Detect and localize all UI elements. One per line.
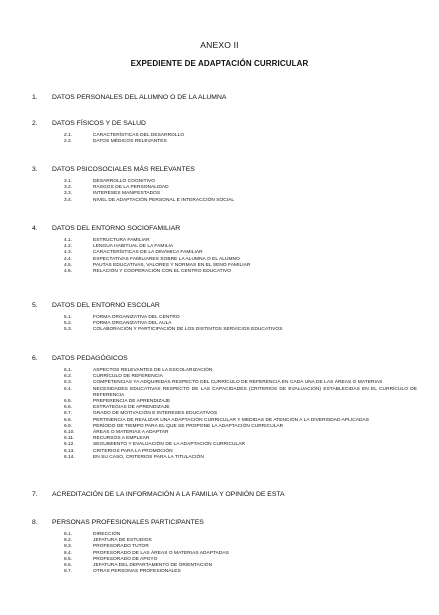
item-text: RELACIÓN Y COOPERACIÓN CON EL CENTRO EDUCATIVO xyxy=(93,269,232,275)
item-text: ASPECTOS RELEVANTES DE LA ESCOLARIZACIÓN xyxy=(93,368,213,373)
item-number: 2.2. xyxy=(64,139,73,145)
item-text: COLABORACIÓN Y PARTICIPACIÓN DE LOS DISTINTOS SERVICIOS EDUCATIVOS xyxy=(93,327,283,333)
item-text: NECESIDADES EDUCATIVAS RESPECTO DE LAS CAPACIDADES (CRITERIOS DE EVALUACIÓN) ESTABLECIDAS EN EL CURRÍCULO DE REFERENCIA xyxy=(93,386,417,398)
section-title: DATOS FÍSICOS Y DE SALUD xyxy=(52,120,146,127)
item-text: JEFATURA DE ESTUDIOS xyxy=(93,538,152,544)
item-number: 6.8. xyxy=(64,417,73,423)
item-number: 6.14. xyxy=(64,454,75,460)
item-number: 8.4. xyxy=(64,550,73,556)
list-item xyxy=(32,139,417,145)
item-number: 4.6. xyxy=(64,269,73,275)
section-number: 6. xyxy=(32,355,38,362)
item-number: 6.4. xyxy=(64,386,73,392)
item-text: PAUTAS EDUCATIVAS, VALORES Y NORMAS EN EL SENO FAMILIAR xyxy=(93,262,251,268)
item-text: LENGUA HABITUAL DE LA FAMILIA xyxy=(93,244,174,250)
section-title: DATOS DEL ENTORNO SOCIOFAMILIAR xyxy=(52,225,181,232)
section-5 xyxy=(32,301,417,334)
section-1 xyxy=(32,93,417,102)
item-number: 6.13. xyxy=(64,448,75,454)
item-text: CURRÍCULO DE REFERENCIA xyxy=(93,374,163,380)
item-text: INTERESES MANIFESTADOS xyxy=(93,191,161,197)
annex-label: ANEXO II xyxy=(200,40,239,50)
section-items xyxy=(32,133,417,145)
item-text: CRITERIOS PARA LA PROMOCIÓN xyxy=(93,448,173,454)
item-number: 8.1. xyxy=(64,532,73,537)
item-number: 4.5. xyxy=(64,262,73,268)
item-number: 6.5. xyxy=(64,399,73,405)
item-number: 5.2. xyxy=(64,321,73,327)
item-number: 6.1. xyxy=(64,368,73,373)
section-heading xyxy=(32,490,417,499)
section-heading xyxy=(32,165,417,174)
section-title: ACREDITACIÓN DE LA INFORMACIÓN A LA FAMILIA Y OPINIÓN DE ESTA xyxy=(52,491,285,498)
item-text: DESARROLLO COGNITIVO xyxy=(93,179,156,184)
list-item xyxy=(32,569,417,575)
section-number: 2. xyxy=(32,120,38,127)
item-number: 5.3. xyxy=(64,327,73,333)
section-heading xyxy=(32,354,417,363)
item-number: 6.12. xyxy=(64,442,75,448)
document-title: EXPEDIENTE DE ADAPTACIÓN CURRICULAR xyxy=(130,59,309,68)
section-items xyxy=(32,238,417,275)
item-text: ESTRATEGIAS DE APRENDIZAJE xyxy=(93,405,170,411)
section-title: DATOS DEL ENTORNO ESCOLAR xyxy=(52,302,160,309)
item-text: NIVEL DE ADAPTACIÓN PERSONAL E INTERACCIÓN SOCIAL xyxy=(93,197,235,203)
section-items xyxy=(32,315,417,334)
section-4 xyxy=(32,224,417,275)
item-text: RECURSOS A EMPLEAR xyxy=(93,436,150,442)
item-text: PROFESORADO TUTOR xyxy=(93,544,149,550)
item-number: 6.2. xyxy=(64,374,73,380)
section-title: DATOS PERSONALES DEL ALUMNO O DE LA ALUMNA xyxy=(52,94,227,101)
section-3 xyxy=(32,165,417,204)
section-number: 7. xyxy=(32,491,38,498)
section-title: DATOS PEDAGÓGICOS xyxy=(52,355,128,362)
section-number: 3. xyxy=(32,166,38,173)
item-text: PROFESORADO DE LAS ÁREAS O MATERIAS ADAPTADAS xyxy=(93,550,229,556)
list-item xyxy=(32,327,417,333)
section-8 xyxy=(32,518,417,575)
item-text: RASGOS DE LA PERSONALIDAD xyxy=(93,185,169,191)
section-number: 8. xyxy=(32,519,38,526)
item-text: EN SU CASO, CRITERIOS PARA LA TITULACIÓN xyxy=(93,454,204,460)
item-number: 6.11. xyxy=(64,436,75,442)
section-items xyxy=(32,179,417,204)
item-text: PERÍODO DE TIEMPO PARA EL QUE SE PROPONE LA ADAPTACIÓN CURRICULAR xyxy=(93,423,284,429)
item-text: ÁREAS O MATERIAS A ADAPTAR xyxy=(93,430,169,436)
item-text: DIRECCIÓN xyxy=(93,532,121,537)
item-number: 8.7. xyxy=(64,569,73,575)
section-7 xyxy=(32,490,417,499)
item-text: DATOS MÉDICOS RELEVANTES xyxy=(93,139,167,145)
section-number: 4. xyxy=(32,225,38,232)
item-number: 3.2. xyxy=(64,185,73,191)
item-number: 2.1. xyxy=(64,133,73,138)
item-text: EXPECTATIVAS FAMILIARES SOBRE LA ALUMNA O EL ALUMNO xyxy=(93,256,240,262)
section-number: 5. xyxy=(32,302,38,309)
item-number: 6.7. xyxy=(64,411,73,417)
section-6 xyxy=(32,354,417,461)
section-heading xyxy=(32,301,417,310)
item-text: CARACTERÍSTICAS DEL DESARROLLO xyxy=(93,133,185,138)
item-text: CARACTERÍSTICAS DE LA DINÁMICA FAMILIAR xyxy=(93,250,203,256)
item-number: 3.1. xyxy=(64,179,73,184)
item-text: FORMA ORGANIZATIVA DEL AULA xyxy=(93,321,172,327)
section-number: 1. xyxy=(32,94,38,101)
item-text: SEGUIMIENTO Y EVALUACIÓN DE LA ADAPTACIÓN CURRICULAR xyxy=(93,442,245,448)
item-text: ESTRUCTURA FAMILIAR xyxy=(93,238,150,243)
item-text: JEFATURA DEL DEPARTAMENTO DE ORIENTACIÓN xyxy=(93,563,213,569)
item-text: PROFESORADO DE APOYO xyxy=(93,556,158,562)
item-text: PERTINENCIA DE REALIZAR UNA ADAPTACIÓN CURRICULAR Y MEDIDAS DE ATENCIÓN A LA DIVERSIDAD APLICADAS xyxy=(93,417,370,423)
item-text: FORMA ORGANIZATIVA DEL CENTRO xyxy=(93,315,180,320)
item-text: GRADO DE MOTIVACIÓN E INTERESES EDUCATIVOS xyxy=(93,411,218,417)
item-text: PREFERENCIA DE APRENDIZAJE xyxy=(93,399,171,405)
item-number: 8.6. xyxy=(64,563,73,569)
list-item xyxy=(32,387,417,399)
section-title: PERSONAS PROFESIONALES PARTICIPANTES xyxy=(52,519,204,526)
item-number: 8.5. xyxy=(64,556,73,562)
section-2 xyxy=(32,119,417,145)
list-item xyxy=(32,269,417,275)
item-number: 8.2. xyxy=(64,538,73,544)
list-item xyxy=(32,198,417,204)
item-number: 8.3. xyxy=(64,544,73,550)
item-number: 6.9. xyxy=(64,423,73,429)
item-number: 4.2. xyxy=(64,244,73,250)
item-text: OTRAS PERSONAS PROFESIONALES xyxy=(93,569,181,575)
item-text: COMPETENCIAS YA ADQUIRIDAS RESPECTO DEL CURRÍCULO DE REFERENCIA EN CADA UNA DE LAS ÁREAS O MATERIAS xyxy=(93,380,383,386)
section-items xyxy=(32,532,417,575)
item-number: 5.1. xyxy=(64,315,73,320)
item-number: 4.1. xyxy=(64,238,73,243)
section-heading xyxy=(32,518,417,527)
item-number: 6.10. xyxy=(64,430,75,436)
item-number: 6.3. xyxy=(64,380,73,386)
section-heading xyxy=(32,93,417,102)
item-number: 4.3. xyxy=(64,250,73,256)
item-number: 3.3. xyxy=(64,191,73,197)
item-number: 4.4. xyxy=(64,256,73,262)
section-title: DATOS PSICOSOCIALES MÁS RELEVANTES xyxy=(52,166,195,173)
section-heading xyxy=(32,119,417,128)
list-item xyxy=(32,455,417,461)
section-heading xyxy=(32,224,417,233)
section-items xyxy=(32,368,417,461)
item-number: 3.4. xyxy=(64,197,73,203)
item-number: 6.6. xyxy=(64,405,73,411)
